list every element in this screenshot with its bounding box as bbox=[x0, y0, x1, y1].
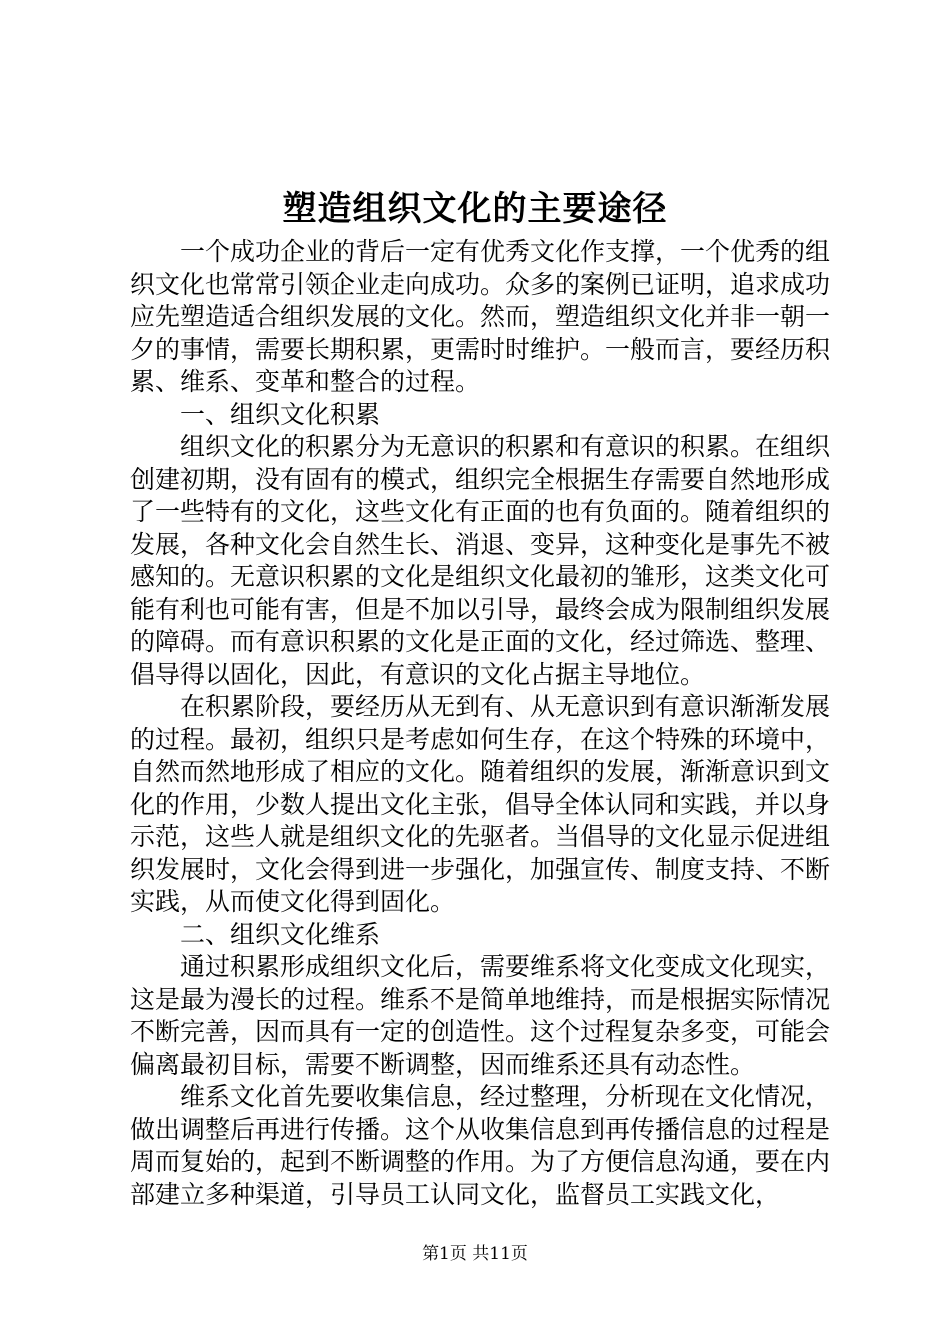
paragraph-accumulation-stage: 在积累阶段，要经历从无到有、从无意识到有意识渐渐发展的过程。最初，组织只是考虑如何生存，在这个特殊的环境中，自然而然地形成了相应的文化。随着组织的发展，渐渐意识到文化的作用，少数人提出文化主张，倡导全体认同和实践，并以身示范，这些人就是组织文化的先驱者。当倡导的文化显示促进组织发展时，文化会得到进一步强化，加强宣传、制度支持、不断实践，从而使文化得到固化。 bbox=[130, 692, 831, 916]
paragraph-maintenance-process: 维系文化首先要收集信息，经过整理，分析现在文化情况，做出调整后再进行传播。这个从收集信息到再传播信息的过程是周而复始的，起到不断调整的作用。为了方便信息沟通，要在内部建立多种渠道，引导员工认同文化，监督员工实践文化， bbox=[130, 1082, 831, 1209]
section-heading-accumulation: 一、组织文化积累 bbox=[180, 399, 381, 429]
section-heading-maintenance: 二、组织文化维系 bbox=[180, 919, 381, 949]
paragraph-intro: 一个成功企业的背后一定有优秀文化作支撑，一个优秀的组织文化也常常引领企业走向成功。众多的案例已证明，追求成功应先塑造适合组织发展的文化。然而，塑造组织文化并非一朝一夕的事情，需要长期积累，更需时时维护。一般而言，要经历积累、维系、变革和整合的过程。 bbox=[130, 237, 831, 396]
paragraph-maintenance-intro: 通过积累形成组织文化后，需要维系将文化变成文化现实，这是最为漫长的过程。维系不是简单地维持，而是根据实际情况不断完善，因而具有一定的创造性。这个过程复杂多变，可能会偏离最初目标，需要不断调整，因而维系还具有动态性。 bbox=[130, 952, 831, 1079]
paragraph-accumulation-types: 组织文化的积累分为无意识的积累和有意识的积累。在组织创建初期，没有固有的模式，组织完全根据生存需要自然地形成了一些特有的文化，这些文化有正面的也有负面的。随着组织的发展，各种文化会自然生长、消退、变异，这种变化是事先不被感知的。无意识积累的文化是组织文化最初的雏形，这类文化可能有利也可能有害，但是不加以引导，最终会成为限制组织发展的障碍。而有意识积累的文化是正面的文化，经过筛选、整理、倡导得以固化，因此，有意识的文化占据主导地位。 bbox=[130, 432, 831, 689]
page-footer: 第1页 共11页 bbox=[422, 1244, 528, 1264]
page-title: 塑造组织文化的主要途径 bbox=[282, 189, 668, 229]
document-body bbox=[130, 236, 830, 1211]
